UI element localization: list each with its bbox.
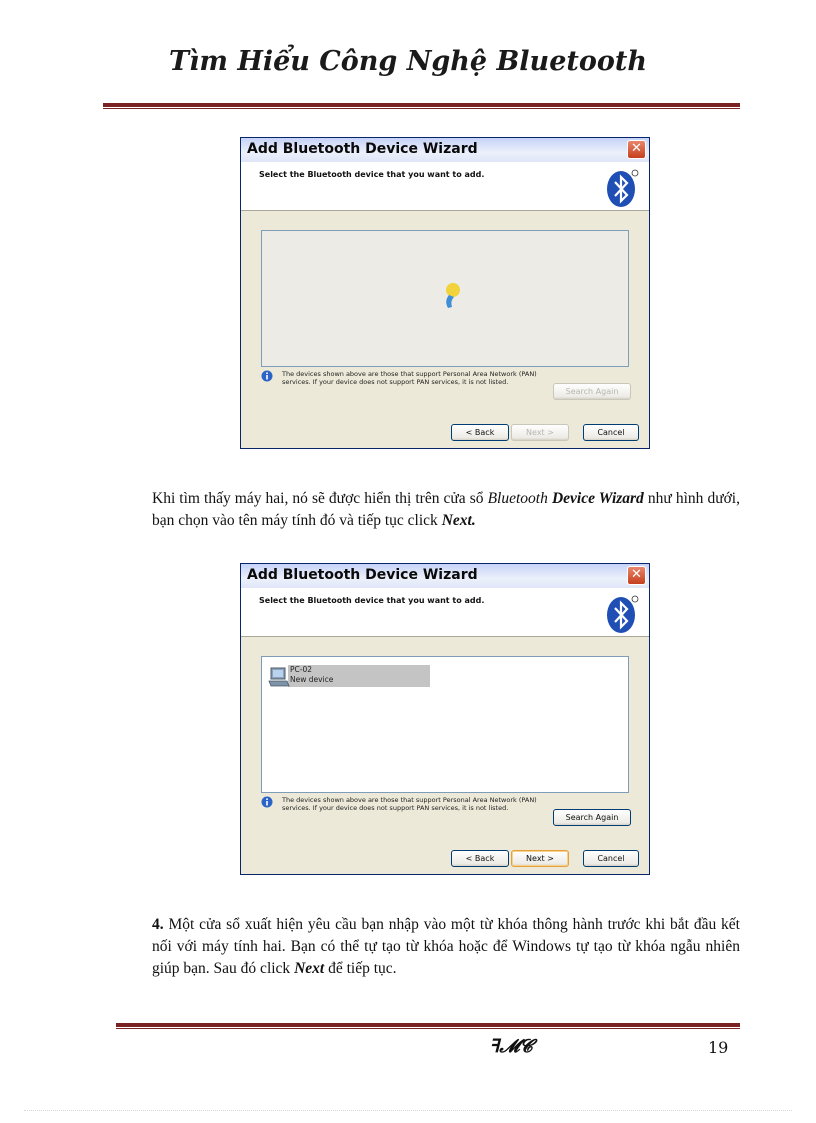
term-bluetooth: Bluetooth bbox=[487, 490, 548, 507]
paragraph-step-4 bbox=[152, 914, 740, 980]
term-device-wizard: Device Wizard bbox=[551, 490, 644, 507]
wizard-titlebar bbox=[241, 564, 649, 589]
cancel-button[interactable]: Cancel bbox=[583, 424, 639, 441]
footer-rule-thin bbox=[116, 1028, 740, 1029]
back-button[interactable]: < Back bbox=[451, 424, 509, 441]
device-list[interactable] bbox=[261, 656, 629, 793]
device-item-pc-02[interactable] bbox=[268, 665, 428, 689]
wizard-title: Add Bluetooth Device Wizard bbox=[247, 567, 478, 583]
wizard-instruction: Select the Bluetooth device that you want to add. bbox=[259, 170, 485, 179]
paragraph-text: Khi tìm thấy máy hai, nó sẽ được hiển thị trên cửa sổ bbox=[152, 490, 488, 507]
paragraph-select-device bbox=[152, 488, 740, 532]
term-next: Next. bbox=[441, 512, 476, 529]
searching-icon bbox=[440, 281, 464, 311]
wizard-window-searching bbox=[240, 137, 650, 449]
info-icon bbox=[261, 370, 273, 382]
bluetooth-logo-icon bbox=[605, 168, 639, 208]
term-next: Next bbox=[294, 960, 325, 977]
cancel-button[interactable]: Cancel bbox=[583, 850, 639, 867]
info-icon bbox=[261, 796, 273, 808]
device-list[interactable] bbox=[261, 230, 629, 367]
close-button[interactable]: ✕ bbox=[627, 566, 646, 585]
search-again-button[interactable]: Search Again bbox=[553, 809, 631, 826]
device-status: New device bbox=[290, 675, 334, 684]
wizard-titlebar bbox=[241, 138, 649, 163]
wizard-instruction: Select the Bluetooth device that you want to add. bbox=[259, 596, 485, 605]
paragraph-text: để tiếp tục. bbox=[324, 960, 397, 977]
pan-note: The devices shown above are those that support Personal Area Network (PAN) services. If your device does not support PAN services, it is not listed. bbox=[282, 370, 537, 386]
footer-rule bbox=[116, 1023, 740, 1027]
page-number: 19 bbox=[708, 1038, 729, 1057]
wizard-window-found bbox=[240, 563, 650, 875]
wizard-header bbox=[241, 588, 649, 637]
search-again-button[interactable]: Search Again bbox=[553, 383, 631, 400]
step-number: 4. bbox=[152, 916, 164, 933]
next-button[interactable]: Next > bbox=[511, 850, 569, 867]
page-title: Tìm Hiểu Công Nghệ Bluetooth bbox=[169, 46, 647, 77]
pan-note: The devices shown above are those that support Personal Area Network (PAN) services. If your device does not support PAN services, it is not listed. bbox=[282, 796, 537, 812]
device-name: PC-02 bbox=[290, 665, 313, 674]
back-button[interactable]: < Back bbox=[451, 850, 509, 867]
header-rule-thin bbox=[103, 108, 740, 109]
close-button[interactable]: ✕ bbox=[627, 140, 646, 159]
footer-ornament: ꟻ𝓜𝓒 bbox=[489, 1036, 533, 1056]
wizard-header bbox=[241, 162, 649, 211]
header-rule bbox=[103, 103, 740, 107]
next-button[interactable]: Next > bbox=[511, 424, 569, 441]
page-edge-divider bbox=[24, 1110, 792, 1111]
bluetooth-logo-icon bbox=[605, 594, 639, 634]
paragraph-text: như hình dưới, bạn chọn vào tên máy tính đó và tiếp tục click bbox=[152, 490, 740, 529]
computer-icon bbox=[268, 665, 290, 689]
paragraph-text: Một cửa sổ xuất hiện yêu cầu bạn nhập vào một từ khóa thông hành trước khi bắt đầu kết nối với máy tính hai. Bạn có thể tự tạo từ khóa hoặc để Windows tự tạo từ khóa ngẫu nhiên giúp bạn. Sau đó click bbox=[152, 916, 740, 977]
wizard-title: Add Bluetooth Device Wizard bbox=[247, 141, 478, 157]
